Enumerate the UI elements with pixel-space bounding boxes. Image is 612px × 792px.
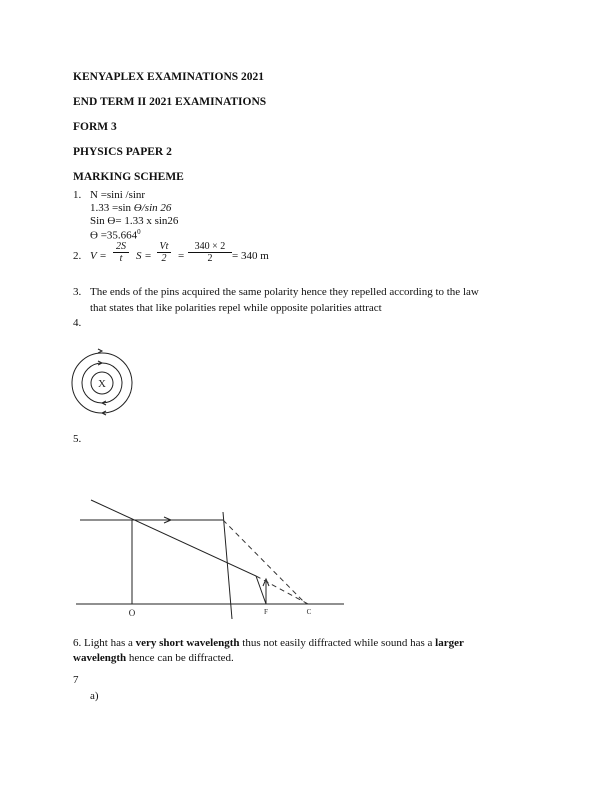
q5-number: 5.: [73, 433, 82, 445]
q2-v-fraction: $\frac{2S}{t}$: [113, 241, 129, 264]
q1-line2: 1.33 =sin Ө/sin 26: [90, 202, 172, 214]
q2-calc-fraction: $\frac{340 \times 2}{2}$: [188, 241, 232, 264]
q1-number: 1.: [73, 189, 82, 201]
form-label: FORM 3: [73, 121, 117, 133]
q1-line3: Sin Ө= 1.33 x sin26: [90, 215, 179, 227]
dashed-ray-1: [223, 520, 306, 604]
q1-line1: N =sini /sinr: [90, 189, 146, 201]
label-o: O: [128, 608, 136, 618]
q4-number: 4.: [73, 317, 82, 329]
current-into-page-symbol: X: [98, 378, 106, 390]
lens-ray-diagram: [76, 494, 366, 619]
q7-number: 7: [73, 674, 79, 686]
q3-line1: The ends of the pins acquired the same polarity hence they repelled according to the law: [90, 286, 479, 298]
exam-title: KENYAPLEX EXAMINATIONS 2021: [73, 71, 265, 83]
label-c: C: [306, 608, 312, 616]
q7-part-a: a): [90, 690, 99, 702]
magnetic-field-diagram: [67, 348, 137, 418]
q2-v-lhs: V =: [90, 250, 107, 262]
q2-number: 2.: [73, 250, 82, 262]
oblique-ray: [91, 500, 256, 576]
q2-s-lhs: S =: [136, 250, 152, 262]
q3-line2: that states that like polarities repel while opposite polarities attract: [90, 302, 382, 314]
field-arrow-top: [98, 349, 102, 353]
q2-equals: =: [178, 250, 185, 262]
exam-subtitle: END TERM II 2021 EXAMINATIONS: [73, 96, 267, 108]
q2-result: = 340 m: [232, 250, 269, 262]
q2-s-fraction: $\frac{Vt}{2}$: [157, 241, 171, 264]
label-f: F: [264, 608, 268, 616]
q6-line1: 6. Light has a very short wavelength thus not easily diffracted while sound has a larger: [73, 637, 464, 649]
marking-scheme-heading: MARKING SCHEME: [73, 171, 184, 183]
q3-number: 3.: [73, 286, 82, 298]
q6-line2: wavelength hence can be diffracted.: [73, 652, 234, 664]
q1-line4: $Ө =35.664^0$: [90, 228, 141, 242]
paper-label: PHYSICS PAPER 2: [73, 146, 172, 158]
